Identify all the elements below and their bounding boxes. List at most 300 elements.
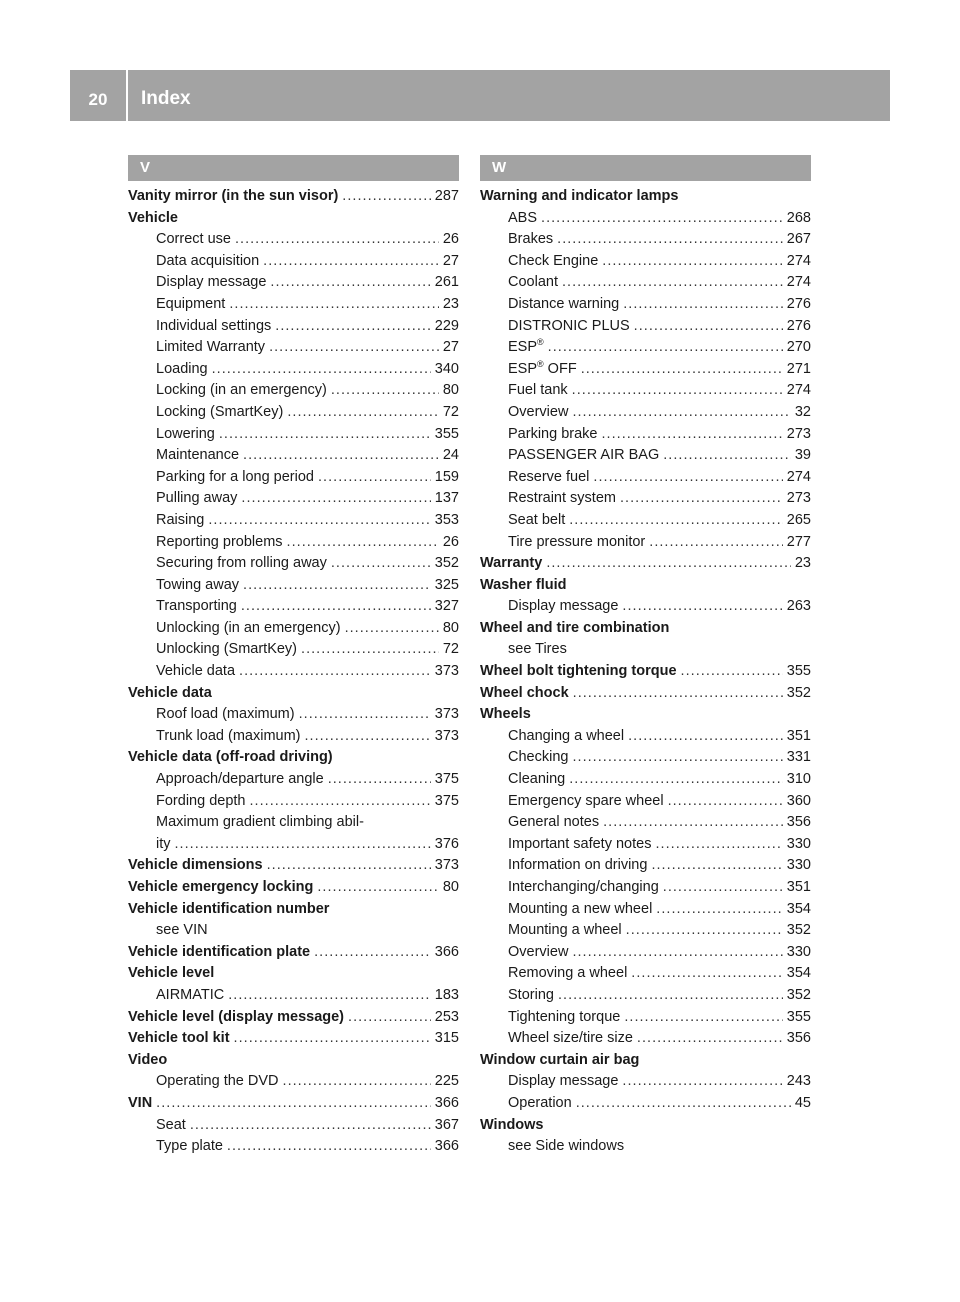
index-subentry	[480, 596, 811, 618]
dot-leader	[227, 1136, 431, 1158]
dot-leader	[634, 316, 783, 338]
index-subentry	[480, 1093, 811, 1115]
dot-leader	[235, 229, 439, 251]
page-reference: 360	[786, 792, 811, 809]
entry-text: Overview	[508, 403, 569, 420]
index-entry	[128, 683, 459, 705]
dot-leader	[601, 424, 782, 446]
entry-text: Data acquisition	[156, 252, 260, 269]
dot-leader	[572, 747, 782, 769]
entry-text: Information on driving	[508, 857, 648, 874]
entry-text: Important safety notes	[508, 835, 652, 852]
entry-text: Brakes	[508, 231, 554, 248]
page-reference: 263	[786, 598, 811, 615]
entry-text: Wheel size/tire size	[508, 1030, 633, 1047]
dot-leader	[314, 942, 431, 964]
index-subentry	[480, 337, 811, 359]
index-column-w	[480, 155, 811, 1158]
dot-leader	[581, 359, 783, 381]
index-entry	[128, 1007, 459, 1029]
index-entry	[128, 899, 459, 921]
dot-leader	[637, 1028, 783, 1050]
page-reference: 271	[786, 360, 811, 377]
entry-text: Vehicle identification plate	[128, 943, 311, 960]
index-subentry	[128, 424, 459, 446]
entry-text: Display message	[156, 274, 267, 291]
index-entry	[480, 553, 811, 575]
dot-leader	[576, 1093, 791, 1115]
entry-text: Lowering	[156, 425, 215, 442]
index-subentry	[128, 618, 459, 640]
entry-text: Mounting a wheel	[508, 922, 622, 939]
page-reference: 72	[442, 403, 459, 420]
dot-leader	[663, 445, 791, 467]
index-subentry	[480, 359, 811, 381]
page-reference: 24	[442, 447, 459, 464]
index-subentry	[480, 532, 811, 554]
entry-text: Limited Warranty	[156, 339, 266, 356]
page-reference: 225	[434, 1073, 459, 1090]
page-reference: 183	[434, 986, 459, 1003]
index-entry	[128, 942, 459, 964]
dot-leader	[241, 488, 430, 510]
index-subentry	[480, 488, 811, 510]
index-subentry	[128, 294, 459, 316]
index-entry	[480, 186, 811, 208]
dot-leader	[243, 575, 431, 597]
dot-leader	[622, 1071, 782, 1093]
index-subentry	[128, 920, 459, 942]
index-subentry	[480, 963, 811, 985]
page-reference: 23	[794, 555, 811, 572]
entry-text: Approach/departure angle	[156, 771, 324, 788]
entry-text: Checking	[508, 749, 569, 766]
index-subentry	[480, 1028, 811, 1050]
entry-text: Fuel tank	[508, 382, 568, 399]
page-reference: 375	[434, 792, 459, 809]
page-reference: 351	[786, 727, 811, 744]
entry-text: Maximum gradient climbing abil-	[156, 814, 364, 831]
section-title: Index	[141, 88, 191, 109]
index-subentry	[128, 510, 459, 532]
index-subentry	[480, 942, 811, 964]
page-reference: 373	[434, 706, 459, 723]
entry-text: Seat	[156, 1116, 186, 1133]
entry-text: Fording depth	[156, 792, 246, 809]
page-number: 20	[88, 90, 108, 109]
dot-leader	[631, 963, 783, 985]
index-subentry	[480, 229, 811, 251]
index-subentry	[128, 251, 459, 273]
page-reference: 273	[786, 490, 811, 507]
dot-leader	[557, 229, 783, 251]
entry-text: Reporting problems	[156, 533, 283, 550]
index-subentry	[480, 510, 811, 532]
dot-leader	[301, 639, 439, 661]
page-reference: 366	[434, 943, 459, 960]
page-reference: 327	[434, 598, 459, 615]
entry-text: Distance warning	[508, 295, 620, 312]
dot-leader	[228, 985, 431, 1007]
dot-leader	[602, 251, 783, 273]
page-reference: 330	[786, 835, 811, 852]
page-reference: 330	[786, 857, 811, 874]
index-subentry	[480, 1071, 811, 1093]
page-reference: 243	[786, 1073, 811, 1090]
page-reference: 273	[786, 425, 811, 442]
dot-leader	[626, 920, 783, 942]
page-reference: 375	[434, 771, 459, 788]
entry-text: Parking brake	[508, 425, 598, 442]
index-subentry	[480, 467, 811, 489]
entry-text: Tire pressure monitor	[508, 533, 646, 550]
index-entry	[128, 747, 459, 769]
index-entry	[128, 877, 459, 899]
entry-text: Towing away	[156, 576, 240, 593]
index-subentry	[128, 445, 459, 467]
index-subentry	[480, 1136, 811, 1158]
dot-leader	[331, 553, 431, 575]
dot-leader	[569, 769, 783, 791]
dot-leader	[573, 683, 783, 705]
page-header-bar	[70, 70, 890, 121]
dot-leader	[620, 488, 783, 510]
entry-text: Wheel and tire combination	[480, 619, 670, 636]
page-reference: 26	[442, 533, 459, 550]
entry-text: Tightening torque	[508, 1008, 621, 1025]
page-reference: 265	[786, 511, 811, 528]
entry-text: Vanity mirror (in the sun visor)	[128, 188, 339, 204]
entry-text: Vehicle identification number	[128, 900, 330, 917]
page-reference: 373	[434, 727, 459, 744]
entry-text: Vehicle	[128, 209, 178, 226]
entry-text: Operation	[508, 1094, 572, 1111]
dot-leader	[243, 445, 439, 467]
dot-leader	[229, 294, 439, 316]
index-subentry	[128, 704, 459, 726]
page-reference: 276	[786, 317, 811, 334]
page-reference: 355	[786, 1008, 811, 1025]
entry-text: Mounting a new wheel	[508, 900, 653, 917]
dot-leader	[287, 402, 439, 424]
entry-text: ABS	[508, 209, 538, 226]
dot-leader	[655, 834, 782, 856]
entry-text: Transporting	[156, 598, 237, 615]
index-subentry	[128, 553, 459, 575]
page-reference: 367	[434, 1116, 459, 1133]
dot-leader	[348, 1007, 431, 1029]
registered-mark: ®	[537, 337, 544, 348]
index-subentry	[480, 639, 811, 661]
dot-leader	[275, 316, 431, 338]
index-subentry	[480, 402, 811, 424]
entry-list-v	[128, 186, 459, 1158]
index-entry	[480, 1050, 811, 1072]
dot-leader	[663, 877, 783, 899]
dot-leader	[562, 272, 783, 294]
page-reference: 80	[442, 619, 459, 636]
index-subentry	[128, 467, 459, 489]
page-reference: 72	[442, 641, 459, 658]
page-reference: 39	[794, 447, 811, 464]
dot-leader	[269, 337, 439, 359]
index-entry	[480, 1115, 811, 1137]
dot-leader	[623, 294, 783, 316]
header-divider	[126, 70, 128, 121]
index-subentry	[480, 272, 811, 294]
page-reference: 373	[434, 663, 459, 680]
entry-text: Correct use	[156, 231, 231, 248]
entry-text: Vehicle emergency locking	[128, 879, 314, 895]
page-reference: 340	[434, 360, 459, 377]
dot-leader	[263, 251, 439, 273]
entry-text: Trunk load (maximum)	[156, 727, 301, 744]
page-reference: 45	[794, 1094, 811, 1111]
entry-text: Vehicle level	[128, 965, 215, 982]
entry-text: ESP®	[508, 337, 544, 356]
dot-leader	[270, 272, 430, 294]
index-subentry	[128, 380, 459, 402]
index-subentry	[480, 316, 811, 338]
page-reference: 356	[786, 1030, 811, 1047]
index-subentry	[128, 791, 459, 813]
entry-text: Interchanging/changing	[508, 879, 659, 895]
index-entry	[128, 1028, 459, 1050]
entry-text: Removing a wheel	[508, 965, 628, 982]
page-reference: 330	[786, 943, 811, 960]
page-reference: 253	[434, 1008, 459, 1025]
entry-text: Restraint system	[508, 490, 616, 507]
entry-text: Coolant	[508, 274, 558, 291]
index-subentry	[128, 639, 459, 661]
entry-text: General notes	[508, 814, 600, 831]
page-reference: 376	[434, 835, 459, 852]
page-reference: 354	[786, 965, 811, 982]
letter-header-v: V	[128, 155, 459, 181]
index-entry	[128, 963, 459, 985]
index-subentry	[128, 985, 459, 1007]
index-entry	[480, 575, 811, 597]
page-reference: 274	[786, 382, 811, 399]
index-subentry	[128, 402, 459, 424]
page-reference: 80	[442, 879, 459, 895]
index-subentry	[480, 747, 811, 769]
entry-text: Maintenance	[156, 447, 240, 464]
entry-text: Pulling away	[156, 490, 238, 507]
index-subentry	[480, 855, 811, 877]
entry-text: Overview	[508, 943, 569, 960]
page-reference: 366	[434, 1138, 459, 1155]
entry-text: Parking for a long period	[156, 468, 314, 485]
page-reference: 261	[434, 274, 459, 291]
page-reference: 274	[786, 468, 811, 485]
dot-leader	[299, 704, 431, 726]
page-reference: 276	[786, 295, 811, 312]
index-entry	[480, 683, 811, 705]
index-column-v	[128, 155, 459, 1158]
dot-leader	[305, 726, 431, 748]
entry-text: Unlocking (SmartKey)	[156, 641, 298, 658]
dot-leader	[651, 855, 782, 877]
page-reference: 274	[786, 252, 811, 269]
dot-leader	[267, 855, 431, 877]
dot-leader	[239, 661, 431, 683]
entry-text: Window curtain air bag	[480, 1051, 640, 1068]
index-subentry	[128, 834, 459, 856]
entry-text: Seat belt	[508, 511, 566, 528]
entry-text: Individual settings	[156, 317, 272, 334]
index-entry	[128, 855, 459, 877]
index-subentry	[480, 834, 811, 856]
page-reference: 274	[786, 274, 811, 291]
dot-leader	[656, 899, 783, 921]
dot-leader	[624, 1007, 782, 1029]
index-subentry	[128, 1136, 459, 1158]
page-reference: 315	[434, 1030, 459, 1047]
page-reference: 325	[434, 576, 459, 593]
entry-text: Loading	[156, 360, 208, 377]
entry-text: Warranty	[480, 555, 543, 572]
page-reference: 26	[442, 231, 459, 248]
index-subentry	[480, 726, 811, 748]
entry-text: Vehicle tool kit	[128, 1030, 230, 1047]
entry-text: VIN	[128, 1094, 153, 1111]
dot-leader	[190, 1115, 431, 1137]
page-reference: 352	[434, 555, 459, 572]
index-subentry	[128, 661, 459, 683]
index-subentry	[128, 488, 459, 510]
page-reference: 352	[786, 684, 811, 701]
entry-text: Vehicle data (off-road driving)	[128, 749, 333, 766]
entry-text: Vehicle dimensions	[128, 857, 263, 874]
index-subentry	[480, 251, 811, 273]
entry-text: Wheels	[480, 706, 531, 723]
dot-leader	[219, 424, 431, 446]
index-subentry	[128, 726, 459, 748]
page-reference: 27	[442, 339, 459, 356]
entry-text: Wheel bolt tightening torque	[480, 663, 677, 680]
entry-text: DISTRONIC PLUS	[508, 317, 630, 334]
dot-leader	[342, 186, 431, 208]
entry-text: ESP® OFF	[508, 358, 577, 377]
index-subentry	[128, 1071, 459, 1093]
dot-leader	[622, 596, 782, 618]
index-subentry	[480, 424, 811, 446]
entry-text: Reserve fuel	[508, 468, 590, 485]
entry-text: AIRMATIC	[156, 986, 225, 1003]
index-subentry	[128, 359, 459, 381]
page-reference: 268	[786, 209, 811, 226]
dot-leader	[331, 380, 439, 402]
dot-leader	[175, 834, 431, 856]
index-subentry	[128, 1115, 459, 1137]
index-subentry	[480, 380, 811, 402]
page-reference: 32	[794, 403, 811, 420]
entry-text: Emergency spare wheel	[508, 792, 664, 809]
dot-leader	[283, 1071, 431, 1093]
entry-text: Vehicle level (display message)	[128, 1008, 345, 1025]
entry-text: Changing a wheel	[508, 727, 625, 744]
entry-text: Unlocking (in an emergency)	[156, 619, 341, 636]
index-subentry	[480, 208, 811, 230]
index-subentry	[128, 769, 459, 791]
index-subentry	[480, 294, 811, 316]
dot-leader	[287, 532, 439, 554]
page-reference: 366	[434, 1094, 459, 1111]
entry-text: Video	[128, 1051, 168, 1068]
entry-text: Equipment	[156, 295, 226, 312]
page-reference: 277	[786, 533, 811, 550]
index-subentry	[128, 532, 459, 554]
entry-text: Display message	[508, 598, 619, 615]
index-subentry	[128, 812, 459, 834]
index-entry	[128, 208, 459, 230]
entry-text: Securing from rolling away	[156, 555, 327, 572]
entry-text: Display message	[508, 1073, 619, 1090]
entry-text: Wheel chock	[480, 684, 569, 701]
dot-leader	[668, 791, 783, 813]
dot-leader	[628, 726, 783, 748]
page-reference: 355	[434, 425, 459, 442]
dot-leader	[572, 942, 782, 964]
page-reference: 137	[434, 490, 459, 507]
index-subentry	[128, 596, 459, 618]
dot-leader	[328, 769, 431, 791]
entry-text: PASSENGER AIR BAG	[508, 447, 660, 464]
dot-leader	[249, 791, 430, 813]
index-subentry	[128, 575, 459, 597]
page-reference: 353	[434, 511, 459, 528]
index-subentry	[480, 1007, 811, 1029]
entry-text: Vehicle data	[156, 663, 236, 680]
dot-leader	[569, 510, 783, 532]
entry-text: Type plate	[156, 1138, 223, 1155]
dot-leader	[572, 380, 783, 402]
dot-leader	[208, 510, 430, 532]
page-reference: 331	[786, 749, 811, 766]
index-subentry	[128, 316, 459, 338]
index-entry	[128, 1093, 459, 1115]
page-reference: 267	[786, 231, 811, 248]
page-reference: 80	[442, 382, 459, 399]
entry-text: Cleaning	[508, 771, 566, 788]
dot-leader	[681, 661, 783, 683]
index-subentry	[480, 920, 811, 942]
entry-text: see Side windows	[508, 1138, 625, 1155]
dot-leader	[241, 596, 431, 618]
page-reference: 356	[786, 814, 811, 831]
entry-text: Vehicle data	[128, 684, 212, 701]
entry-text: see Tires	[508, 641, 567, 658]
page-reference: 354	[786, 900, 811, 917]
page-reference: 27	[442, 252, 459, 269]
dot-leader	[234, 1028, 431, 1050]
page-reference: 352	[786, 986, 811, 1003]
entry-text: Locking (in an emergency)	[156, 382, 327, 399]
index-subentry	[480, 445, 811, 467]
index-entry	[480, 661, 811, 683]
dot-leader	[546, 553, 791, 575]
index-entry	[128, 186, 459, 208]
index-subentry	[128, 229, 459, 251]
index-subentry	[480, 812, 811, 834]
entry-list-w	[480, 186, 811, 1158]
dot-leader	[317, 877, 438, 899]
entry-text: Warning and indicator lamps	[480, 188, 679, 204]
entry-text: Check Engine	[508, 252, 599, 269]
index-subentry	[480, 877, 811, 899]
index-subentry	[480, 899, 811, 921]
